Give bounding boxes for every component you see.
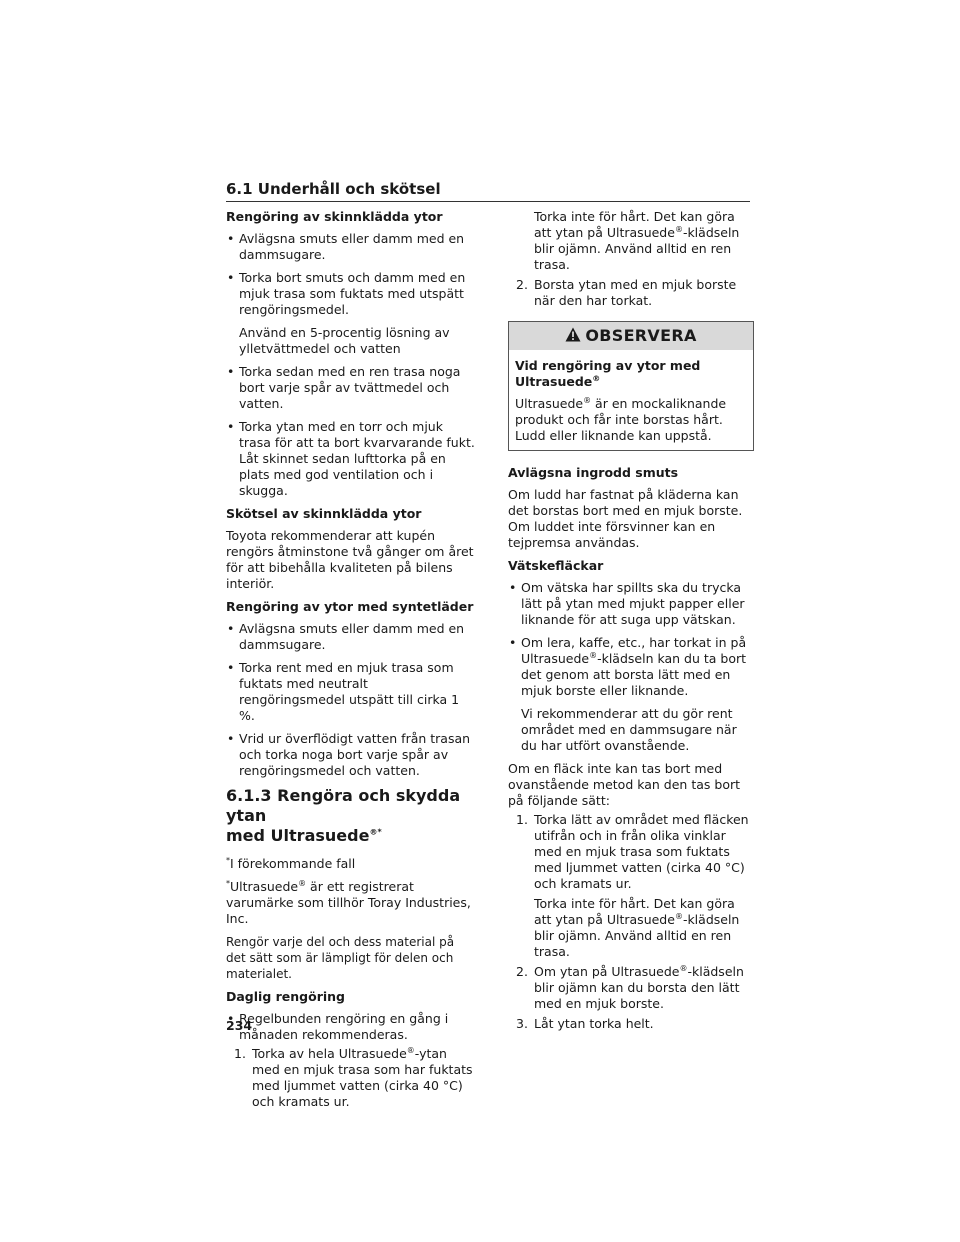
right-column (508, 209, 754, 1036)
notice-subtitle-text: Vid rengöring av ytor med Ultrasuede (515, 358, 701, 389)
notice-body (509, 350, 753, 450)
step-number: 2. (516, 277, 528, 292)
step-text: Låt ytan torka helt. (534, 1016, 654, 1031)
list-item: • Regelbunden rengöring en gång i månaden rekommenderas. (226, 1011, 476, 1043)
section-title-line2: med Ultrasuede (226, 826, 370, 845)
liquid-bullet-list (508, 580, 754, 699)
step-text: -klädseln blir ojämn. Använd alltid en ren trasa. (534, 225, 740, 272)
heading-stubborn-dirt: Avlägsna ingrodd smuts (508, 465, 679, 480)
heading-leather-care: Skötsel av skinnklädda ytor (226, 506, 422, 521)
registered-mark: ® (674, 911, 683, 921)
registered-mark: ® (406, 1045, 415, 1055)
registered-mark: ® (589, 650, 598, 660)
step-text: Torka av hela Ultrasuede (252, 1046, 407, 1061)
registered-mark: ® (679, 963, 688, 973)
step-continuation (508, 896, 754, 960)
heading-daily-cleaning: Daglig rengöring (226, 989, 346, 1004)
step-number: 1. (234, 1046, 246, 1061)
step-number: 2. (516, 964, 528, 979)
section-header: 6.1 Underhåll och skötsel (226, 180, 750, 202)
daily-steps-continued (508, 277, 754, 309)
synthetic-bullet-list (226, 621, 476, 779)
list-item: • Avlägsna smuts eller damm med en dammsugare. (226, 621, 476, 653)
registered-mark: ® (674, 224, 683, 234)
step-text: Torka inte för hårt. Det kan göra att ytan på Ultrasuede (534, 896, 735, 927)
leather-care-text: Toyota rekommenderar att kupén rengörs åtminstone två gånger om året för att bibehålla kvaliteten på bilens interiör. (226, 528, 474, 591)
notice-box (508, 321, 754, 451)
notice-text (515, 396, 747, 444)
asterisk-mark: * (226, 855, 230, 865)
footnote-text: Ultrasuede (230, 879, 299, 894)
footnote-text: är ett registrerat varumärke som tillhör Toray Industries, Inc. (226, 879, 471, 926)
list-item-text: -klädseln kan du ta bort det genom att borsta lätt med en mjuk borste eller liknande. (521, 651, 747, 698)
notice-text-part: är en mockaliknande produkt och får inte borstas hårt. Ludd eller liknande kan uppstå. (515, 396, 727, 443)
list-item: • Torka ytan med en torr och mjuk trasa för att ta bort kvarvarande fukt. Låt skinnet sedan lufttorka på en plats med god ventilation och i skugga. (226, 419, 476, 499)
heading-synthetic-leather: Rengöring av ytor med syntetläder (226, 599, 474, 614)
stubborn-dirt-text: Om ludd har fastnat på kläderna kan det borstas bort med en mjuk borste. Om luddet inte försvinner kan en tejpremsa användas. (508, 487, 743, 550)
page-number: 234 (226, 1018, 253, 1033)
asterisk-mark: * (226, 878, 230, 888)
list-item: • Vrid ur överflödigt vatten från trasan och torka noga bort varje spår av rengöringsmedel och vatten. (226, 731, 476, 779)
section-title (226, 786, 476, 846)
notice-title: OBSERVERA (585, 326, 697, 345)
warning-icon (565, 327, 585, 345)
list-item-text: Om lera, kaffe, etc., har torkat in på Ultrasuede (521, 635, 747, 666)
notice-text-part: Ultrasuede (515, 396, 584, 411)
step-number: 3. (516, 1016, 528, 1031)
step-text: -ytan med en mjuk trasa som har fuktats med ljummet vatten (cirka 40 °C) och kramats ur. (252, 1046, 473, 1109)
asterisk-mark: * (377, 827, 382, 837)
list-item: • Torka rent med en mjuk trasa som fuktats med neutralt rengöringsmedel utspätt till cirka 1 %. (226, 660, 476, 724)
registered-mark: ® (583, 395, 592, 405)
registered-mark: ® (369, 827, 378, 837)
step-item (516, 277, 754, 309)
registered-mark: ® (592, 373, 601, 383)
step-item (516, 964, 754, 1012)
footnote-availability (226, 856, 476, 872)
heading-leather-cleaning: Rengöring av skinnklädda ytor (226, 209, 443, 224)
notice-header (509, 322, 753, 350)
footnote-trademark (226, 879, 476, 927)
step-number: 1. (516, 812, 528, 827)
list-item-continuation: Använd en 5-procentig lösning av ylletvättmedel och vatten (239, 325, 450, 356)
footnote-text: I förekommande fall (230, 856, 356, 871)
leather-bullet-list-2 (226, 364, 476, 499)
step-text: -klädseln blir ojämn. Använd alltid en ren trasa. (534, 912, 740, 959)
step-text: Torka lätt av området med fläcken utifrån och in från olika vinklar med en mjuk trasa som fuktats med ljummet vatten (cirka 40 °C) och kramats ur. (534, 812, 749, 891)
notice-subtitle (515, 358, 747, 390)
list-item-continuation: Vi rekommenderar att du gör rent området med en dammsugare när du har utfört ovanstående. (521, 706, 737, 753)
step-text: Om ytan på Ultrasuede (534, 964, 680, 979)
list-item: • Torka sedan med en ren trasa noga bort varje spår av tvättmedel och vatten. (226, 364, 476, 412)
step-item (234, 1046, 476, 1110)
stain-steps (508, 812, 754, 892)
stain-intro-text: Om en fläck inte kan tas bort med ovanstående metod kan den tas bort på följande sätt: (508, 761, 741, 808)
leather-bullet-list (226, 231, 476, 318)
registered-mark: ® (298, 878, 307, 888)
section-title-line1: 6.1.3 Rengöra och skydda ytan (226, 786, 461, 825)
stain-steps-continued (508, 964, 754, 1032)
step-item (516, 812, 754, 892)
step-text: Borsta ytan med en mjuk borste när den har torkat. (534, 277, 737, 308)
step-text: Torka inte för hårt. Det kan göra att ytan på Ultrasuede (534, 209, 735, 240)
clean-each-part-text: Rengör varje del och dess material på det sätt som är lämpligt för delen och materialet. (226, 935, 455, 981)
list-item: • Torka bort smuts och damm med en mjuk trasa som fuktats med utspätt rengöringsmedel. (226, 270, 476, 318)
step-text: -klädseln blir ojämn kan du borsta den lätt med en mjuk borste. (534, 964, 744, 1011)
left-column (226, 209, 476, 1114)
daily-steps (226, 1046, 476, 1110)
step-continuation (508, 209, 754, 273)
list-item: • Om vätska har spillts ska du trycka lätt på ytan med mjukt papper eller liknande för att suga upp vätskan. (508, 580, 754, 628)
list-item: • Avlägsna smuts eller damm med en dammsugare. (226, 231, 476, 263)
list-item (508, 635, 754, 699)
daily-bullet-list (226, 1011, 476, 1043)
heading-liquid-stains: Vätskefläckar (508, 558, 604, 573)
step-item (516, 1016, 754, 1032)
